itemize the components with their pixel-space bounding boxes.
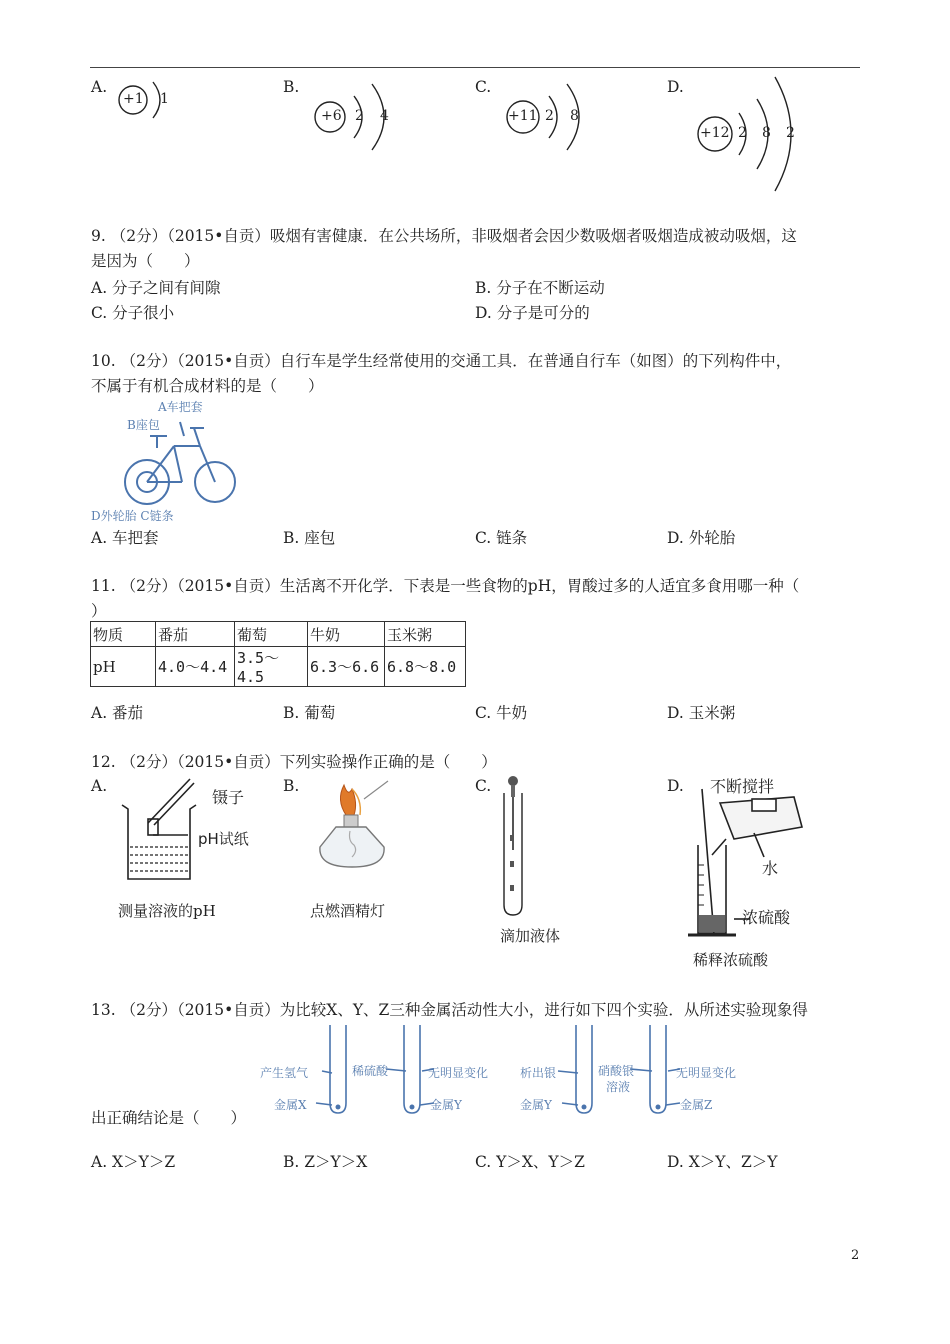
atom-d-shell-2: 8 [762,125,771,141]
tube2-right-label: 无明显变化 [428,1066,489,1080]
q12-option-a-letter: A. [91,777,108,795]
tube3-top-label: 析出银 [520,1066,557,1080]
atom-c-shell-2: 8 [570,108,579,124]
bike-label-seat: B座包 [127,418,160,432]
dropper-test-tube-figure [498,775,528,920]
header-rule [90,67,860,68]
atom-b-shell-2: 4 [380,108,389,124]
q9-option-b: B. 分子在不断运动 [475,279,605,297]
q10-option-a: A. 车把套 [91,529,159,547]
label-tweezers: 镊子 [212,788,245,807]
label-ph-paper: pH试纸 [198,830,249,848]
q10-line-1: 10. （2分）（2015•自贡）自行车是学生经常使用的交通工具．在普通自行车（如图）的下列构件中， [91,352,792,370]
q11-line-2: ） [91,602,107,620]
table-cell: 葡萄 [235,622,308,647]
q9-option-c: C. 分子很小 [91,304,175,322]
atom-a-nucleus: +1 [123,91,144,107]
q12-option-b-letter: B. [283,777,300,795]
tube3-bottom-label: 金属Y [520,1098,552,1112]
atom-c-nucleus: +11 [508,108,538,124]
q9-stem [91,224,797,274]
alcohol-lamp-figure [306,775,406,875]
q13-option-d: D. X＞Y、Z＞Y [667,1153,778,1171]
q11-stem [91,574,799,624]
bike-label-handle-grip: A车把套 [158,400,203,414]
table-row [91,647,466,687]
atom-d-shell-3: 2 [786,125,795,141]
tube4-top-label: 硝酸银 [598,1064,635,1078]
table-row [91,622,466,647]
q11-line-1: 11. （2分）（2015•自贡）生活离不开化学．下表是一些食物的pH，胃酸过多的人适宜多食用哪一种（ [91,577,800,595]
q12-option-a-caption: 测量溶液的pH [118,902,216,920]
bike-label-tire-chain: D外轮胎 C链条 [91,509,174,523]
q13-stem-line-1: 13. （2分）（2015•自贡）为比较X、Y、Z三种金属活动性大小，进行如下四个实验．从所述实验现象得 [91,1001,808,1019]
q8-option-c-letter: C. [475,78,492,96]
table-cell: 4.0～4.4 [156,647,235,687]
atom-d-nucleus: +12 [700,125,730,141]
table-cell: 番茄 [156,622,235,647]
q8-option-d-letter: D. [667,78,684,96]
tube4-bottom-label: 金属Z [680,1098,713,1112]
q11-option-a: A. 番茄 [91,704,144,722]
table-cell: pH [91,647,156,687]
label-keep-stirring: 不断搅拌 [710,777,775,796]
q13-option-b: B. Z＞Y＞X [283,1153,368,1171]
tube2-bottom-label: 金属Y [430,1098,462,1112]
q9-line-1: 9. （2分）（2015•自贡）吸烟有害健康．在公共场所，非吸烟者会因少数吸烟者吸烟造成被动吸烟，这 [91,227,797,245]
q11-option-c: C. 牛奶 [475,704,528,722]
q13-option-c: C. Y＞X、Y＞Z [475,1153,585,1171]
table-cell: 玉米粥 [385,622,466,647]
q12-stem [91,750,497,775]
ph-table [90,621,466,687]
q10-line-2: 不属于有机合成材料的是（ ） [91,377,324,395]
q8-option-b-letter: B. [283,78,300,96]
q12-option-d-letter: D. [667,777,684,795]
table-cell: 牛奶 [308,622,385,647]
page-number: 2 [851,1248,860,1263]
label-water: 水 [762,859,779,878]
tube2-top-label: 稀硫酸 [352,1064,389,1078]
q13-option-a: A. X＞Y＞Z [91,1153,176,1171]
tube4-right-label: 无明显变化 [676,1066,737,1080]
q10-option-b: B. 座包 [283,529,336,547]
bicycle-drawing [112,418,252,508]
label-concentrated-acid: 浓硫酸 [742,908,791,927]
q9-option-d: D. 分子是可分的 [475,304,590,322]
q8-option-a-letter: A. [91,78,108,96]
q9-option-a: A. 分子之间有间隙 [91,279,221,297]
tube1-bottom-label: 金属X [274,1098,307,1112]
q12-option-c-letter: C. [475,777,492,795]
q10-option-d: D. 外轮胎 [667,529,736,547]
atom-b-nucleus: +6 [321,108,342,124]
q11-option-d: D. 玉米粥 [667,704,736,722]
q10-option-c: C. 链条 [475,529,528,547]
q12-option-d-caption: 稀释浓硫酸 [693,951,769,969]
atom-c-shell-1: 2 [545,108,554,124]
table-cell: 物质 [91,622,156,647]
atom-a-shell-1: 1 [160,91,169,107]
table-cell: 3.5～4.5 [235,647,308,687]
tube1-top-label: 产生氢气 [260,1066,309,1080]
table-cell: 6.8～8.0 [385,647,466,687]
q11-option-b: B. 葡萄 [283,704,336,722]
q12-option-b-caption: 点燃酒精灯 [310,902,386,920]
table-cell: 6.3～6.6 [308,647,385,687]
q12-line-1: 12. （2分）（2015•自贡）下列实验操作正确的是（ ） [91,753,497,771]
atom-b-shell-1: 2 [355,108,364,124]
q9-line-2: 是因为（ ） [91,252,200,270]
q13-stem-line-2: 出正确结论是（ ） [91,1109,247,1127]
q10-stem [91,349,791,399]
q12-option-c-caption: 滴加液体 [500,927,561,945]
atom-d-shell-1: 2 [738,125,747,141]
tube4-top-label-2: 溶液 [606,1080,631,1094]
